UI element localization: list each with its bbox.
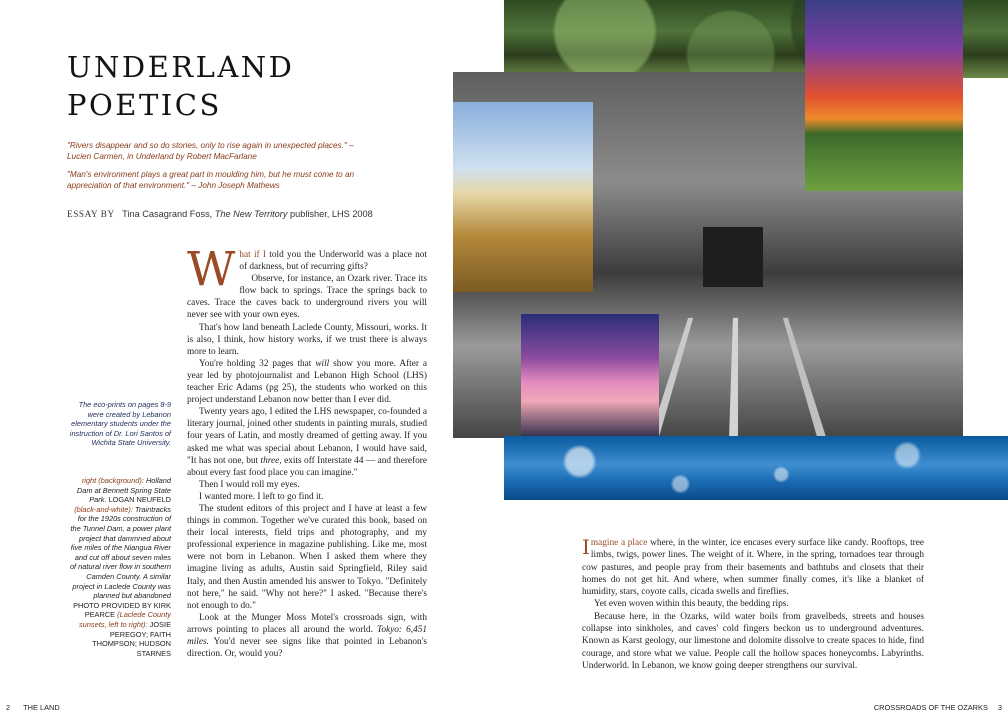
title-line-2: POETICS: [67, 88, 222, 122]
byline-author: Tina Casagrand Foss,: [122, 209, 213, 219]
section-label-left: THE LAND: [23, 703, 60, 712]
body-paragraph: [187, 612, 427, 660]
article-title: [67, 48, 294, 124]
photo-collage: [453, 0, 1008, 500]
byline-publication: The New Territory: [214, 209, 288, 219]
epigraph-quote-2: "Man's environment plays a great part in moulding him, but he must come to an appreciation of that environment." – John Joseph Mathews: [67, 170, 355, 190]
body-text: exits off Interstate 44 — and therefore about every fast food place you can imagine.": [187, 455, 428, 478]
epigraph-quote-1: "Rivers disappear and so do stories, only to rise again in unexpected places." – Lucien Carmen, in Underland by Robert MacFarlane: [67, 141, 354, 161]
credit-logan-neufeld: LOGAN NEUFELD: [108, 495, 171, 505]
credit-holland-dam: Holland Dam at Bennett Spring State Park.: [76, 476, 171, 505]
body-text: where, in the winter, ice encases every surface like candy. Rooftops, tree limbs, twigs, power lines. The weight of it. Where, in the spring, tornadoes tear through cow pastures, and people pray from their basements and bathtubs and closets that their homes do not get hit. And where, when summer finally comes, it's like a blanket of humidity, stars, coyote calls, cicada swells and fireflies.: [582, 538, 925, 598]
title-line-1: UNDERLAND: [67, 50, 295, 84]
byline: [67, 209, 373, 219]
section-label-right: CROSSROADS OF THE OZARKS: [873, 703, 988, 712]
lead-in: magine a place: [590, 538, 648, 548]
body-emphasis: three,: [260, 455, 282, 466]
body-paragraph: [582, 537, 924, 598]
photo-sparkling-water: [504, 436, 1008, 500]
body-paragraph: Yet even woven within this beauty, the bedding rips.: [594, 599, 789, 610]
body-paragraph: [187, 242, 427, 297]
credit-bw-label: (black-and-white):: [74, 504, 133, 514]
body-paragraph: [187, 358, 427, 406]
page-number-left: 2: [6, 703, 11, 712]
article-body-right: [582, 537, 924, 672]
byline-label: ESSAY BY: [67, 209, 115, 219]
body-paragraph: I wanted more. I left to go find it.: [199, 491, 324, 502]
body-emphasis: Tokyo: 6,451 miles.: [187, 624, 428, 647]
credit-sunset-photographers: JOSIE PEREGOY; FAITH THOMPSON; HUDSON STARNES: [92, 619, 171, 658]
sidebar-photo-credits: [69, 476, 171, 658]
body-paragraph: [187, 406, 427, 479]
folio-right: [874, 703, 1002, 712]
body-paragraph: Because here, in the Ozarks, wild water boils from gravelbeds, streets and houses collapse into sinkholes, and caves' cold fingers beckon us to underground adventures. Known as Karst geology, our limestone and dolomite dissolve to create spaces to hide, find courage, and store what we value. People call the hollow spaces honeycombs. Labyrinths. Underworld. In Lebanon, we know going deeper strengthens our survival.: [582, 611, 924, 671]
credit-sunsets-label: (Laclede County sunsets, left to right):: [78, 610, 171, 629]
body-text: You're holding 32 pages that: [199, 358, 312, 369]
page-number-right: 3: [997, 703, 1002, 712]
body-paragraph: That's how land beneath Laclede County, Missouri, works. It is also, I think, how history works, if we trust there is always more to learn.: [187, 322, 427, 357]
photo-sunset-field: [805, 0, 963, 191]
byline-role: publisher, LHS 2008: [290, 209, 373, 219]
drop-cap: W: [187, 242, 236, 297]
body-text: told you the Underworld was a place not of darkness, but of recurring gifts?: [239, 250, 427, 273]
photo-sunset-powerlines: [521, 314, 659, 438]
body-emphasis: will: [315, 358, 330, 369]
body-text: show you more. After a year led by photojournalist and Lebanon High School (LHS) teacher Eric Adams (pg 25), the students who worked on this project understand Lebanon now better than I ever did.: [187, 358, 428, 406]
drop-cap: I: [582, 535, 590, 559]
sidebar-note-ecoprints: The eco-prints on pages 8-9 were created by Lebanon elementary students under the instruction of Dr. Lori Santos of Wichita State University.: [69, 400, 171, 448]
credit-traintracks: Traintracks for the 1920s construction of the Tunnel Dam, a power plant project that dammned about five miles of the Niangua River and cut off about seven miles of natural river flow in southern Camden County. A similar project in Laclede County was planned but abandoned: [69, 504, 171, 601]
body-text: You'd never see signs like that pointed in Lebanon's direction. Or, would you?: [187, 637, 427, 660]
body-paragraph: Observe, for instance, an Ozark river. Trace its flow back to springs. Trace the springs back to caves. Trace the caves back to underground rivers you will never see with your own eyes.: [187, 274, 427, 321]
body-paragraph: The student editors of this project and I have at least a few things in common. Together we've curated this book, based on their local interests, field trips and photography, and my professional experience in magazine publishing. Like me, most were not born in Lebanon. When I asked them where they imagine living as adults, Austin said Springfield, Riley said Italy, and then Austin amended his answer to Tokyo. "Definitely not here," he said. "Why not here?" I asked. "Because there's not enough to do.": [187, 503, 427, 611]
folio-left: [6, 703, 60, 712]
body-text: Twenty years ago, I edited the LHS newspaper, co-founded a literary journal, joined other students in painting murals, studied four years of Latin, and mostly dreamed of getting away. If you asked me what was special about Lebanon, I would have said, "It has not one, but: [187, 407, 427, 466]
article-body-left: [187, 242, 428, 660]
credit-right-label: right (background):: [81, 476, 144, 485]
body-paragraph: Then I would roll my eyes.: [199, 479, 300, 490]
body-text: Look at the Munger Moss Motel's crossroads sign, with arrows pointing to places all around the world.: [187, 612, 427, 635]
credit-kirk-pearce: PHOTO PROVIDED BY KIRK PEARCE: [73, 600, 171, 620]
photo-field-sky: [453, 102, 593, 292]
lead-in: hat if I: [239, 250, 266, 260]
